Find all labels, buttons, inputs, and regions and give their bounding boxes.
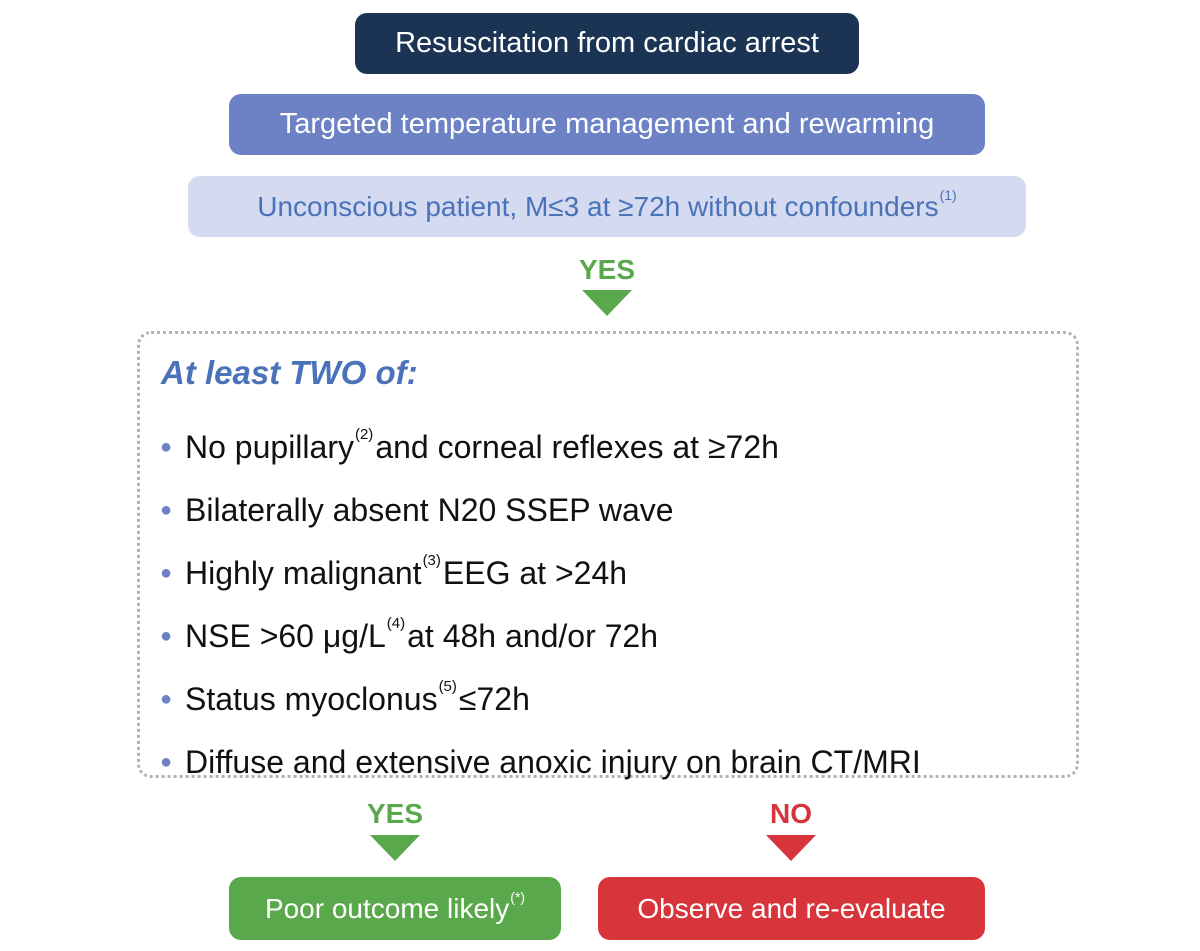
criterion-text-cont: and corneal reflexes at ≥72h bbox=[375, 429, 779, 465]
yes-label-bottom: YES bbox=[366, 798, 424, 829]
bullet-icon: ● bbox=[160, 625, 173, 647]
criterion-item bbox=[160, 416, 921, 479]
criterion-text: Bilaterally absent N20 SSEP wave bbox=[185, 492, 674, 528]
criterion-text-cont: ≤72h bbox=[458, 681, 530, 717]
criteria-panel bbox=[137, 331, 1079, 778]
criterion-item bbox=[160, 542, 921, 605]
criterion-text-cont: EEG at >24h bbox=[442, 555, 628, 591]
observe-box bbox=[598, 877, 985, 940]
criteria-heading: At least TWO of: bbox=[161, 354, 418, 391]
criterion-text: Highly malignant bbox=[185, 555, 422, 591]
unconscious-patient-box bbox=[188, 176, 1026, 237]
criterion-item bbox=[160, 605, 921, 668]
no-label: NO bbox=[770, 798, 812, 829]
resuscitation-label: Resuscitation from cardiac arrest bbox=[395, 27, 819, 59]
criterion-item bbox=[160, 668, 921, 731]
unconscious-label: Unconscious patient, M≤3 at ≥72h without confounders bbox=[257, 190, 939, 222]
no-arrow-icon bbox=[766, 835, 816, 861]
yes-arrow-top-icon bbox=[582, 290, 632, 316]
criteria-list bbox=[160, 416, 921, 794]
yes-arrow-bottom-icon bbox=[370, 835, 420, 861]
poor-outcome-footnote-ref: (*) bbox=[510, 888, 526, 905]
ttm-label: Targeted temperature management and rewarming bbox=[279, 108, 935, 140]
poor-outcome-box bbox=[229, 877, 561, 940]
bullet-icon: ● bbox=[160, 688, 173, 710]
bullet-icon: ● bbox=[160, 751, 173, 773]
criterion-item bbox=[160, 731, 921, 794]
criterion-item bbox=[160, 479, 921, 542]
poor-outcome-label: Poor outcome likely bbox=[264, 892, 510, 924]
yes-label-top: YES bbox=[578, 254, 636, 285]
criterion-footnote-ref: (3) bbox=[422, 552, 441, 569]
criterion-footnote-ref: (4) bbox=[386, 615, 406, 632]
observe-label: Observe and re-evaluate bbox=[637, 892, 946, 924]
unconscious-footnote-ref: (1) bbox=[939, 186, 957, 203]
criterion-footnote-ref: (2) bbox=[354, 426, 374, 443]
bullet-icon: ● bbox=[160, 562, 173, 584]
resuscitation-box bbox=[355, 13, 859, 74]
criterion-text: Diffuse and extensive anoxic injury on brain CT/MRI bbox=[185, 744, 921, 780]
criterion-text: Status myoclonus bbox=[185, 681, 438, 717]
ttm-box bbox=[229, 94, 985, 155]
bullet-icon: ● bbox=[160, 436, 173, 458]
bullet-icon: ● bbox=[160, 499, 173, 521]
criterion-text: No pupillary bbox=[185, 429, 354, 465]
criterion-text-cont: at 48h and/or 72h bbox=[407, 618, 658, 654]
criterion-text: NSE >60 μg/L bbox=[185, 618, 386, 654]
criterion-footnote-ref: (5) bbox=[438, 678, 457, 695]
